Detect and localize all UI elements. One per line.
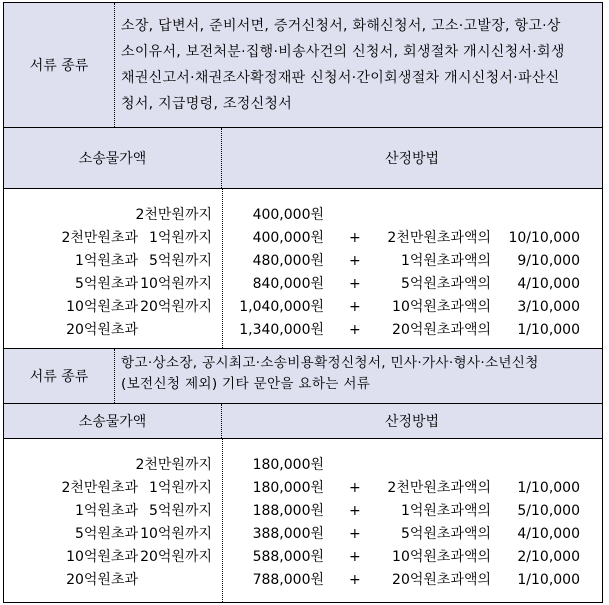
range-to: 1억원까지 — [148, 230, 212, 246]
doc-type-list — [115, 349, 602, 403]
range-to: 2천만원까지 — [135, 207, 212, 223]
excess-basis: 10억원초과액의 — [392, 549, 491, 565]
plus-sign: + — [349, 526, 361, 542]
fee-row — [4, 273, 602, 296]
base-fee: 1,040,000원 — [239, 299, 324, 315]
plus-sign: + — [349, 503, 361, 519]
base-fee: 480,000원 — [252, 253, 324, 269]
column-header-method: 산정방법 — [384, 151, 440, 167]
range-from: 20억원초과 — [66, 572, 138, 588]
range-from: 20억원초과 — [66, 322, 138, 338]
fee-row — [4, 204, 602, 227]
fee-rows-2 — [4, 439, 602, 602]
base-fee: 788,000원 — [252, 572, 324, 588]
range-from: 1억원초과 — [74, 503, 138, 519]
doc-type-line: 소장, 답변서, 준비서면, 증거신청서, 화해신청서, 고소·고발장, 항고·상 — [121, 18, 561, 34]
excess-rate: 4/10,000 — [517, 526, 580, 542]
fee-row — [4, 500, 602, 523]
base-fee: 588,000원 — [252, 549, 324, 565]
doc-type-line: 항고·상소장, 공시최고·소송비용확정신청서, 민사·가사·형사·소년신청 — [121, 355, 539, 371]
base-fee: 400,000원 — [252, 230, 324, 246]
excess-rate: 5/10,000 — [517, 503, 580, 519]
doc-type-row-2 — [4, 349, 602, 404]
range-to: 20억원까지 — [140, 299, 212, 315]
range-to: 5억원까지 — [148, 253, 212, 269]
excess-basis: 10억원초과액의 — [392, 299, 491, 315]
excess-rate: 9/10,000 — [517, 253, 580, 269]
doc-type-line: (보전신청 제외) 기타 문안을 요하는 서류 — [121, 376, 371, 392]
plus-sign: + — [349, 572, 361, 588]
excess-basis: 2천만원초과액의 — [387, 480, 491, 496]
plus-sign: + — [349, 549, 361, 565]
column-header-value: 소송물가액 — [4, 128, 222, 188]
excess-rate: 3/10,000 — [517, 299, 580, 315]
fee-row — [4, 454, 602, 477]
doc-type-line: 채권신고서·채권조사확정재판 신청서·간이회생절차 개시신청서·파산신 — [121, 70, 560, 86]
base-fee: 1,340,000원 — [239, 322, 324, 338]
range-to: 5억원까지 — [148, 503, 212, 519]
range-to: 10억원까지 — [140, 526, 212, 542]
fee-row — [4, 523, 602, 546]
doc-type-row-1 — [4, 3, 602, 128]
fee-row — [4, 227, 602, 250]
excess-rate: 10/10,000 — [508, 230, 580, 246]
doc-type-line: 청서, 지급명령, 조정신청서 — [121, 96, 293, 112]
fee-table — [3, 2, 603, 603]
excess-basis: 5억원초과액의 — [400, 276, 491, 292]
excess-basis: 5억원초과액의 — [400, 526, 491, 542]
fee-row — [4, 546, 602, 569]
excess-basis: 20억원초과액의 — [392, 572, 491, 588]
excess-rate: 4/10,000 — [517, 276, 580, 292]
doc-type-list — [115, 3, 602, 127]
excess-basis: 1억원초과액의 — [400, 503, 491, 519]
column-header-value: 소송물가액 — [4, 404, 222, 438]
doc-type-line: 소이유서, 보전처분·집행·비송사건의 신청서, 회생절차 개시신청서·회생 — [121, 44, 565, 60]
base-fee: 400,000원 — [252, 207, 324, 223]
excess-rate: 1/10,000 — [517, 480, 580, 496]
fee-row — [4, 319, 602, 342]
column-header-row-1 — [4, 128, 602, 189]
plus-sign: + — [349, 299, 361, 315]
base-fee: 188,000원 — [252, 503, 324, 519]
plus-sign: + — [349, 322, 361, 338]
base-fee: 180,000원 — [252, 480, 324, 496]
column-header-row-2 — [4, 404, 602, 439]
plus-sign: + — [349, 230, 361, 246]
fee-row — [4, 477, 602, 500]
doc-type-label: 서류 종류 — [4, 349, 115, 403]
range-from: 2천만원초과 — [61, 230, 138, 246]
base-fee: 840,000원 — [252, 276, 324, 292]
excess-rate: 1/10,000 — [517, 572, 580, 588]
fee-row — [4, 296, 602, 319]
doc-type-label: 서류 종류 — [4, 3, 115, 127]
range-to: 2천만원까지 — [135, 457, 212, 473]
range-to: 20억원까지 — [140, 549, 212, 565]
plus-sign: + — [349, 480, 361, 496]
base-fee: 180,000원 — [252, 457, 324, 473]
excess-basis: 2천만원초과액의 — [387, 230, 491, 246]
fee-row — [4, 569, 602, 592]
excess-rate: 2/10,000 — [517, 549, 580, 565]
fee-row — [4, 250, 602, 273]
range-from: 10억원초과 — [66, 299, 138, 315]
range-from: 10억원초과 — [66, 549, 138, 565]
range-from: 2천만원초과 — [61, 480, 138, 496]
excess-basis: 20억원초과액의 — [392, 322, 491, 338]
range-from: 1억원초과 — [74, 253, 138, 269]
fee-rows-1 — [4, 189, 602, 349]
range-from: 5억원초과 — [74, 276, 138, 292]
column-header-method: 산정방법 — [384, 414, 440, 430]
range-from: 5억원초과 — [74, 526, 138, 542]
excess-basis: 1억원초과액의 — [400, 253, 491, 269]
plus-sign: + — [349, 253, 361, 269]
excess-rate: 1/10,000 — [517, 322, 580, 338]
base-fee: 388,000원 — [252, 526, 324, 542]
range-to: 10억원까지 — [140, 276, 212, 292]
plus-sign: + — [349, 276, 361, 292]
range-to: 1억원까지 — [148, 480, 212, 496]
